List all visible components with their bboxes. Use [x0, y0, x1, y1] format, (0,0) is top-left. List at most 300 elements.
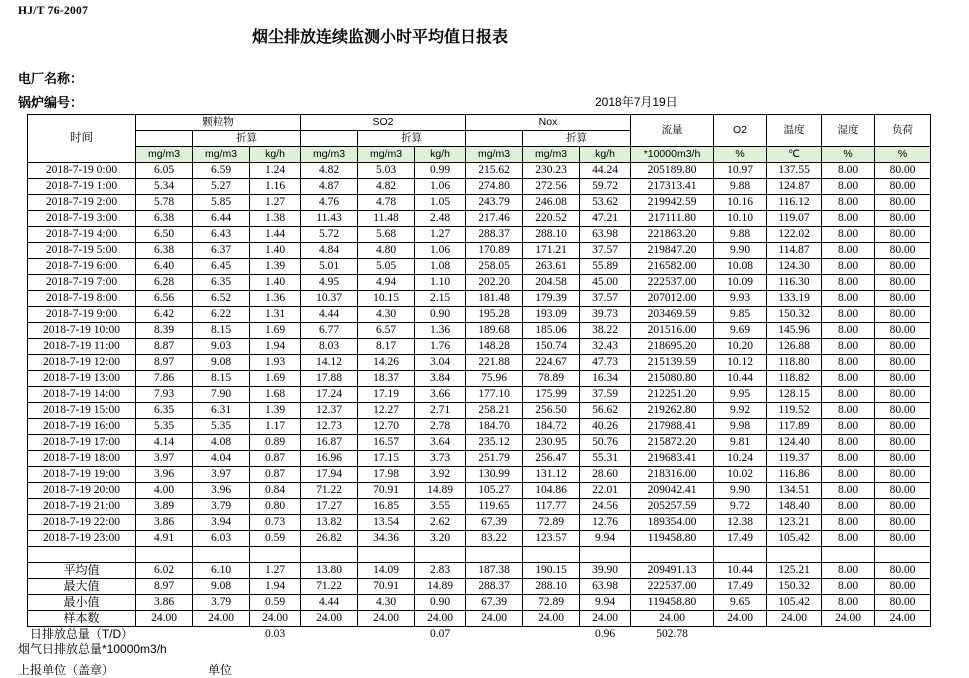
cell-daily-total-label: 日排放总量（T/D） — [29, 627, 134, 641]
cell-value: 217988.41 — [631, 419, 714, 435]
cell-blank — [466, 627, 523, 643]
cell-value: 9.90 — [714, 243, 767, 259]
cell-value: 1.10 — [415, 275, 466, 291]
cell-value: 80.00 — [875, 307, 931, 323]
cell-value: 16.57 — [358, 435, 415, 451]
cell-value: 1.36 — [250, 291, 301, 307]
cell-value: 8.00 — [822, 355, 875, 371]
cell-value: 4.76 — [301, 195, 358, 211]
cell-value: 4.30 — [358, 307, 415, 323]
cell-value: 37.57 — [580, 291, 631, 307]
cell-value: 80.00 — [875, 179, 931, 195]
cell-value: 39.90 — [580, 563, 631, 579]
cell-value: 195.28 — [466, 307, 523, 323]
cell-value: 56.62 — [580, 403, 631, 419]
cell-value: 8.00 — [822, 467, 875, 483]
cell-daily-total-value: 0.03 — [264, 628, 286, 640]
cell-value: 1.76 — [415, 339, 466, 355]
cell-value: 9.92 — [714, 403, 767, 419]
cell-value: 177.10 — [466, 387, 523, 403]
table-row — [28, 499, 931, 515]
table-row — [28, 195, 931, 211]
cell-value: 116.30 — [767, 275, 822, 291]
cell-value: 8.00 — [822, 451, 875, 467]
cell-time: 2018-7-19 22:00 — [28, 515, 136, 531]
cell-value: 184.70 — [466, 419, 523, 435]
cell-blank — [875, 547, 931, 563]
cell-blank — [301, 627, 358, 643]
cell-value: 215872.20 — [631, 435, 714, 451]
table-summary-row — [28, 563, 931, 579]
cell-value: 9.81 — [714, 435, 767, 451]
plant-name-label: 电厂名称： — [18, 71, 84, 86]
cell-value: 67.39 — [466, 515, 523, 531]
cell-value: 8.00 — [822, 403, 875, 419]
cell-value: 40.26 — [580, 419, 631, 435]
cell-blank — [767, 627, 822, 643]
cell-value: 123.57 — [523, 531, 580, 547]
cell-value: 12.73 — [301, 419, 358, 435]
cell-value: 8.00 — [822, 531, 875, 547]
cell-time: 2018-7-19 16:00 — [28, 419, 136, 435]
cell-value: 184.72 — [523, 419, 580, 435]
cell-value: 7.93 — [136, 387, 193, 403]
cell-value: 9.08 — [193, 579, 250, 595]
cell-blank — [358, 547, 415, 563]
page-title: 烟尘排放连续监测小时平均值日报表 — [251, 29, 508, 46]
cell-value: 4.84 — [301, 243, 358, 259]
header-load: 负荷 — [875, 115, 931, 147]
cell-value: 105.42 — [767, 595, 822, 611]
cell-value: 1.94 — [250, 579, 301, 595]
cell-blank — [28, 547, 136, 563]
cell-value: 3.96 — [193, 483, 250, 499]
cell-value: 1.69 — [250, 371, 301, 387]
header-temp: 温度 — [767, 115, 822, 147]
cell-value: 3.94 — [193, 515, 250, 531]
cell-value: 67.39 — [466, 595, 523, 611]
header-pm-convert: 折算 — [193, 131, 301, 147]
table-group-header-row — [28, 115, 931, 131]
cell-value: 126.88 — [767, 339, 822, 355]
cell-time: 2018-7-19 0:00 — [28, 163, 136, 179]
report-date: 2018年7月19日 — [595, 95, 678, 109]
cell-value: 32.43 — [580, 339, 631, 355]
cell-value: 123.21 — [767, 515, 822, 531]
cell-value: 119.52 — [767, 403, 822, 419]
cell-value: 3.20 — [415, 531, 466, 547]
cell-value: 6.10 — [193, 563, 250, 579]
cell-blank — [466, 547, 523, 563]
cell-value: 217111.80 — [631, 211, 714, 227]
cell-value: 16.34 — [580, 371, 631, 387]
unit-nox-conv: mg/m3 — [523, 147, 580, 163]
cell-value: 24.00 — [415, 611, 466, 627]
cell-value: 243.79 — [466, 195, 523, 211]
cell-value: 215.62 — [466, 163, 523, 179]
cell-value: 6.35 — [193, 275, 250, 291]
cell-value: 4.30 — [358, 595, 415, 611]
header-nox-convert: 折算 — [523, 131, 631, 147]
cell-value: 80.00 — [875, 403, 931, 419]
unit-pm-mg: mg/m3 — [136, 147, 193, 163]
table-row — [28, 483, 931, 499]
cell-time: 2018-7-19 21:00 — [28, 499, 136, 515]
cell-daily-total-value: 502.78 — [656, 628, 688, 640]
cell-value: 150.74 — [523, 339, 580, 355]
cell-time: 2018-7-19 17:00 — [28, 435, 136, 451]
cell-value: 8.00 — [822, 339, 875, 355]
cell-blank — [767, 547, 822, 563]
cell-value: 150.32 — [767, 579, 822, 595]
cell-blank — [523, 627, 580, 643]
cell-summary-label: 最小值 — [28, 595, 136, 611]
cell-value: 117.89 — [767, 419, 822, 435]
cell-value: 1.08 — [415, 259, 466, 275]
cell-value: 11.48 — [358, 211, 415, 227]
cell-value: 219683.41 — [631, 451, 714, 467]
cell-value: 148.40 — [767, 499, 822, 515]
cell-value: 0.80 — [250, 499, 301, 515]
cell-value: 80.00 — [875, 467, 931, 483]
cell-value: 203469.59 — [631, 307, 714, 323]
cell-value: 70.91 — [358, 483, 415, 499]
cell-value: 10.20 — [714, 339, 767, 355]
cell-value: 2.83 — [415, 563, 466, 579]
cell-value: 1.69 — [250, 323, 301, 339]
cell-blank — [714, 627, 767, 643]
cell-value: 0.59 — [250, 595, 301, 611]
cell-value: 209042.41 — [631, 483, 714, 499]
cell-value: 4.80 — [358, 243, 415, 259]
cell-value: 148.28 — [466, 339, 523, 355]
cell-value: 8.39 — [136, 323, 193, 339]
cell-value: 288.37 — [466, 227, 523, 243]
cell-value: 105.42 — [767, 531, 822, 547]
table-row — [28, 403, 931, 419]
cell-value: 3.96 — [136, 467, 193, 483]
cell-value: 251.79 — [466, 451, 523, 467]
footer-note-total: 烟气日排放总量*10000m3/h — [18, 642, 167, 656]
cell-value: 45.00 — [580, 275, 631, 291]
cell-value: 38.22 — [580, 323, 631, 339]
cell-value: 1.44 — [250, 227, 301, 243]
cell-value: 272.56 — [523, 179, 580, 195]
cell-summary-label: 最大值 — [28, 579, 136, 595]
unit-so2-conv: mg/m3 — [358, 147, 415, 163]
cell-value: 5.35 — [193, 419, 250, 435]
cell-value: 8.03 — [301, 339, 358, 355]
cell-value: 17.94 — [301, 467, 358, 483]
cell-value: 215139.59 — [631, 355, 714, 371]
cell-blank — [136, 547, 193, 563]
cell-value: 10.44 — [714, 371, 767, 387]
unit-pm-conv: mg/m3 — [193, 147, 250, 163]
cell-value: 5.27 — [193, 179, 250, 195]
cell-value: 14.89 — [415, 579, 466, 595]
cell-value: 0.59 — [250, 531, 301, 547]
cell-value: 4.08 — [193, 435, 250, 451]
cell-value: 44.24 — [580, 163, 631, 179]
cell-value: 63.98 — [580, 579, 631, 595]
cell-blank — [631, 547, 714, 563]
cell-value: 12.27 — [358, 403, 415, 419]
cell-time: 2018-7-19 10:00 — [28, 323, 136, 339]
cell-value: 75.96 — [466, 371, 523, 387]
cell-value: 6.44 — [193, 211, 250, 227]
cell-daily-total-value: 0.96 — [594, 628, 616, 640]
emission-report-table — [27, 114, 931, 642]
cell-value: 80.00 — [875, 451, 931, 467]
cell-value: 9.65 — [714, 595, 767, 611]
cell-value: 230.95 — [523, 435, 580, 451]
cell-value: 6.43 — [193, 227, 250, 243]
cell-value: 80.00 — [875, 435, 931, 451]
cell-value: 125.21 — [767, 563, 822, 579]
cell-value: 6.28 — [136, 275, 193, 291]
cell-value: 1.93 — [250, 355, 301, 371]
cell-value: 222537.00 — [631, 275, 714, 291]
cell-value: 10.12 — [714, 355, 767, 371]
cell-value: 10.08 — [714, 259, 767, 275]
cell-value: 212251.20 — [631, 387, 714, 403]
cell-value: 5.05 — [358, 259, 415, 275]
cell-time: 2018-7-19 3:00 — [28, 211, 136, 227]
cell-value: 9.69 — [714, 323, 767, 339]
cell-value: 205257.59 — [631, 499, 714, 515]
table-row — [28, 339, 931, 355]
cell-time: 2018-7-19 4:00 — [28, 227, 136, 243]
table-unit-row — [28, 147, 931, 163]
cell-value: 128.15 — [767, 387, 822, 403]
cell-value: 137.55 — [767, 163, 822, 179]
cell-value: 5.78 — [136, 195, 193, 211]
cell-value: 12.38 — [714, 515, 767, 531]
cell-value: 189.68 — [466, 323, 523, 339]
cell-blank — [250, 547, 301, 563]
cell-value: 8.00 — [822, 211, 875, 227]
table-row — [28, 371, 931, 387]
cell-value: 80.00 — [875, 211, 931, 227]
cell-value: 50.76 — [580, 435, 631, 451]
cell-value: 9.94 — [580, 595, 631, 611]
table-summary-body — [28, 547, 931, 643]
unit-humidity: % — [822, 147, 875, 163]
cell-value: 63.98 — [580, 227, 631, 243]
header-nox: Nox — [466, 115, 631, 131]
cell-value: 1.17 — [250, 419, 301, 435]
cell-value: 80.00 — [875, 387, 931, 403]
cell-value: 6.31 — [193, 403, 250, 419]
cell-value: 53.62 — [580, 195, 631, 211]
cell-value: 14.12 — [301, 355, 358, 371]
cell-value: 1.06 — [415, 179, 466, 195]
cell-value: 5.34 — [136, 179, 193, 195]
cell-value: 117.77 — [523, 499, 580, 515]
cell-value: 34.36 — [358, 531, 415, 547]
table-summary-row — [28, 611, 931, 627]
cell-value: 0.84 — [250, 483, 301, 499]
cell-value: 22.01 — [580, 483, 631, 499]
cell-value: 6.38 — [136, 211, 193, 227]
cell-value: 1.36 — [415, 323, 466, 339]
cell-value: 8.00 — [822, 323, 875, 339]
cell-value: 6.05 — [136, 163, 193, 179]
cell-value: 1.27 — [415, 227, 466, 243]
cell-value: 131.12 — [523, 467, 580, 483]
cell-value: 3.55 — [415, 499, 466, 515]
cell-value: 71.22 — [301, 579, 358, 595]
cell-value: 5.72 — [301, 227, 358, 243]
cell-value: 59.72 — [580, 179, 631, 195]
cell-value: 1.40 — [250, 243, 301, 259]
cell-summary-label: 平均值 — [28, 563, 136, 579]
cell-value: 1.16 — [250, 179, 301, 195]
cell-value: 6.50 — [136, 227, 193, 243]
cell-value: 24.00 — [767, 611, 822, 627]
table-row — [28, 307, 931, 323]
unit-so2-mg: mg/m3 — [301, 147, 358, 163]
cell-time: 2018-7-19 6:00 — [28, 259, 136, 275]
cell-value: 219942.59 — [631, 195, 714, 211]
cell-value: 12.76 — [580, 515, 631, 531]
cell-value: 10.24 — [714, 451, 767, 467]
cell-value: 24.00 — [822, 611, 875, 627]
cell-value: 9.08 — [193, 355, 250, 371]
cell-value: 215080.80 — [631, 371, 714, 387]
cell-value: 13.80 — [301, 563, 358, 579]
cell-value: 6.02 — [136, 563, 193, 579]
cell-value: 80.00 — [875, 499, 931, 515]
cell-value: 8.00 — [822, 307, 875, 323]
cell-value: 24.00 — [193, 611, 250, 627]
cell-value: 2.15 — [415, 291, 466, 307]
cell-value: 10.02 — [714, 467, 767, 483]
cell-value: 24.00 — [358, 611, 415, 627]
cell-value: 6.40 — [136, 259, 193, 275]
cell-value: 3.86 — [136, 515, 193, 531]
unit-pm-kgh: kg/h — [250, 147, 301, 163]
cell-value: 3.66 — [415, 387, 466, 403]
cell-value: 47.21 — [580, 211, 631, 227]
cell-blank — [301, 547, 358, 563]
cell-value: 70.91 — [358, 579, 415, 595]
cell-blank — [193, 627, 250, 643]
cell-value: 124.40 — [767, 435, 822, 451]
cell-value: 8.15 — [193, 323, 250, 339]
unit-so2-kgh: kg/h — [415, 147, 466, 163]
cell-value: 14.09 — [358, 563, 415, 579]
cell-value: 4.44 — [301, 595, 358, 611]
cell-value: 78.89 — [523, 371, 580, 387]
cell-value: 80.00 — [875, 227, 931, 243]
cell-value: 0.73 — [250, 515, 301, 531]
footer-note-reporter: 上报单位（盖章） — [18, 663, 115, 677]
cell-value: 11.43 — [301, 211, 358, 227]
cell-value: 8.00 — [822, 371, 875, 387]
cell-value: 3.92 — [415, 467, 466, 483]
cell-value: 72.89 — [523, 515, 580, 531]
cell-value: 4.87 — [301, 179, 358, 195]
cell-time: 2018-7-19 14:00 — [28, 387, 136, 403]
table-row — [28, 275, 931, 291]
cell-value: 189354.00 — [631, 515, 714, 531]
cell-value: 116.86 — [767, 467, 822, 483]
cell-value: 1.05 — [415, 195, 466, 211]
table-row — [28, 259, 931, 275]
unit-temp: ℃ — [767, 147, 822, 163]
table-row — [28, 243, 931, 259]
cell-value: 80.00 — [875, 515, 931, 531]
cell-value: 10.37 — [301, 291, 358, 307]
cell-value: 80.00 — [875, 275, 931, 291]
cell-value: 7.90 — [193, 387, 250, 403]
cell-value: 5.35 — [136, 419, 193, 435]
cell-value: 2.62 — [415, 515, 466, 531]
table-row — [28, 387, 931, 403]
cell-value: 230.23 — [523, 163, 580, 179]
unit-flow: *10000m3/h — [631, 147, 714, 163]
cell-value: 80.00 — [875, 195, 931, 211]
cell-value: 55.31 — [580, 451, 631, 467]
cell-value: 6.59 — [193, 163, 250, 179]
cell-value: 263.61 — [523, 259, 580, 275]
cell-value: 1.68 — [250, 387, 301, 403]
cell-value: 0.99 — [415, 163, 466, 179]
table-row — [28, 163, 931, 179]
cell-blank — [822, 627, 875, 643]
cell-value: 47.73 — [580, 355, 631, 371]
cell-value: 119.07 — [767, 211, 822, 227]
cell-value: 8.87 — [136, 339, 193, 355]
cell-value: 16.87 — [301, 435, 358, 451]
cell-value: 116.12 — [767, 195, 822, 211]
cell-value: 4.44 — [301, 307, 358, 323]
cell-value: 218316.00 — [631, 467, 714, 483]
header-flow: 流量 — [631, 115, 714, 147]
cell-value: 258.21 — [466, 403, 523, 419]
cell-value: 119.65 — [466, 499, 523, 515]
cell-value: 145.96 — [767, 323, 822, 339]
cell-value: 171.21 — [523, 243, 580, 259]
cell-value: 6.35 — [136, 403, 193, 419]
table-row — [28, 419, 931, 435]
cell-time: 2018-7-19 2:00 — [28, 195, 136, 211]
cell-value: 170.89 — [466, 243, 523, 259]
cell-value: 1.27 — [250, 195, 301, 211]
cell-value: 105.27 — [466, 483, 523, 499]
cell-value: 118.80 — [767, 355, 822, 371]
cell-value: 80.00 — [875, 579, 931, 595]
cell-value: 1.06 — [415, 243, 466, 259]
cell-value: 80.00 — [875, 163, 931, 179]
unit-nox-kgh: kg/h — [580, 147, 631, 163]
cell-value: 3.64 — [415, 435, 466, 451]
cell-value: 1.39 — [250, 259, 301, 275]
cell-value: 6.03 — [193, 531, 250, 547]
cell-value: 190.15 — [523, 563, 580, 579]
cell-time: 2018-7-19 8:00 — [28, 291, 136, 307]
cell-value: 274.80 — [466, 179, 523, 195]
cell-value: 3.86 — [136, 595, 193, 611]
cell-value: 205189.80 — [631, 163, 714, 179]
cell-value: 80.00 — [875, 595, 931, 611]
cell-value: 8.00 — [822, 483, 875, 499]
cell-value: 134.51 — [767, 483, 822, 499]
cell-value: 6.52 — [193, 291, 250, 307]
cell-blank — [875, 627, 931, 643]
cell-value: 80.00 — [875, 531, 931, 547]
